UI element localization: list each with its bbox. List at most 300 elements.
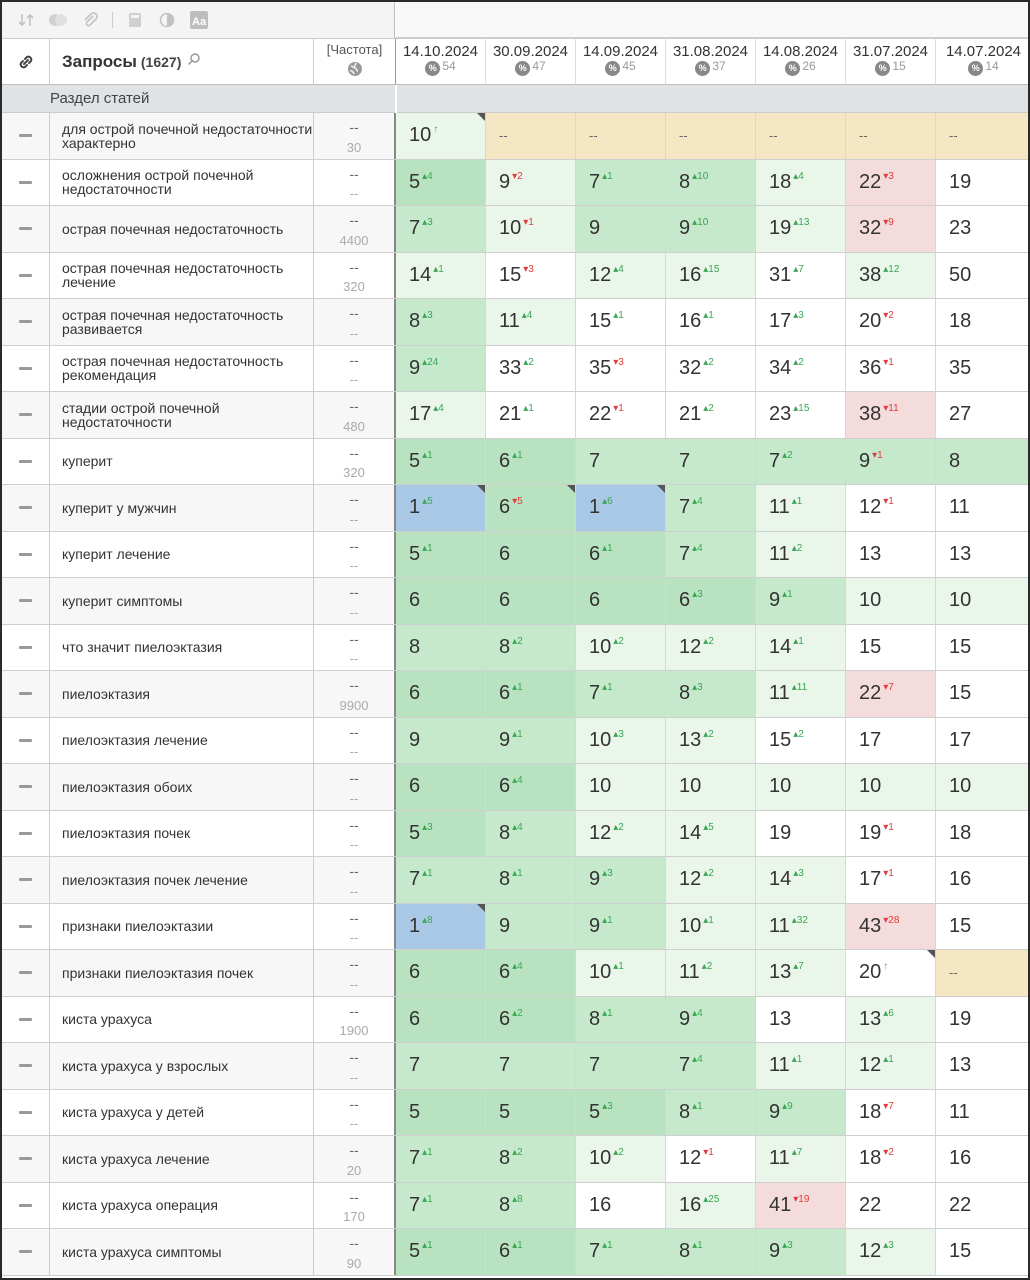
position-cell[interactable] bbox=[486, 718, 576, 764]
position-cell[interactable] bbox=[936, 439, 1030, 485]
position-cell[interactable] bbox=[396, 532, 486, 578]
position-cell[interactable] bbox=[666, 160, 756, 206]
position-cell[interactable] bbox=[576, 671, 666, 717]
position-cell[interactable] bbox=[576, 346, 666, 392]
position-cell[interactable] bbox=[936, 346, 1030, 392]
position-cell[interactable] bbox=[756, 857, 846, 903]
position-cell[interactable] bbox=[846, 950, 936, 996]
position-cell[interactable] bbox=[846, 346, 936, 392]
position-cell[interactable] bbox=[396, 206, 486, 252]
query-cell[interactable] bbox=[50, 764, 314, 810]
position-cell[interactable] bbox=[396, 485, 486, 531]
attachment-icon[interactable] bbox=[80, 10, 100, 30]
position-cell[interactable] bbox=[396, 950, 486, 996]
position-cell[interactable] bbox=[396, 857, 486, 903]
table-row[interactable] bbox=[2, 857, 1028, 904]
position-cell[interactable] bbox=[756, 253, 846, 299]
query-cell[interactable] bbox=[50, 625, 314, 671]
position-cell[interactable] bbox=[666, 439, 756, 485]
table-row[interactable] bbox=[2, 625, 1028, 672]
position-cell[interactable] bbox=[576, 439, 666, 485]
frequency-value: -- bbox=[349, 630, 359, 647]
position-cell[interactable] bbox=[576, 1136, 666, 1182]
position-cell[interactable] bbox=[756, 1183, 846, 1229]
position-cell[interactable] bbox=[846, 1043, 936, 1089]
position-cell[interactable] bbox=[666, 1136, 756, 1182]
position-value: 10 bbox=[859, 775, 882, 798]
position-cell[interactable] bbox=[486, 206, 576, 252]
position-cell[interactable] bbox=[666, 857, 756, 903]
position-cell[interactable] bbox=[486, 997, 576, 1043]
position-cell[interactable] bbox=[846, 392, 936, 438]
position-cell[interactable] bbox=[576, 485, 666, 531]
position-cell[interactable] bbox=[756, 532, 846, 578]
position-cell[interactable] bbox=[756, 206, 846, 252]
position-cell[interactable] bbox=[666, 299, 756, 345]
position-cell[interactable] bbox=[396, 904, 486, 950]
minus-icon bbox=[19, 646, 32, 649]
position-cell[interactable] bbox=[756, 1090, 846, 1136]
percent-icon: % bbox=[875, 61, 890, 76]
position-cell[interactable] bbox=[936, 532, 1030, 578]
position-cell[interactable] bbox=[486, 1136, 576, 1182]
position-delta: ▾1 bbox=[883, 356, 894, 368]
position-cell[interactable] bbox=[846, 1090, 936, 1136]
position-cell[interactable] bbox=[576, 206, 666, 252]
position-cell[interactable] bbox=[846, 532, 936, 578]
position-cell[interactable] bbox=[396, 439, 486, 485]
position-cell[interactable] bbox=[756, 1043, 846, 1089]
position-cell[interactable] bbox=[666, 113, 756, 159]
query-cell[interactable] bbox=[50, 1136, 314, 1182]
position-delta: ▴10 bbox=[692, 217, 709, 229]
minus-icon bbox=[19, 1204, 32, 1207]
position-cell[interactable] bbox=[936, 1229, 1030, 1275]
position-cell[interactable] bbox=[936, 485, 1030, 531]
position-cell[interactable] bbox=[936, 299, 1030, 345]
position-cell[interactable] bbox=[396, 1090, 486, 1136]
position-cell[interactable] bbox=[576, 1090, 666, 1136]
position-cell[interactable] bbox=[396, 1136, 486, 1182]
date-column-header[interactable] bbox=[936, 38, 1030, 85]
row-action-cell[interactable] bbox=[2, 904, 50, 950]
row-action-cell[interactable] bbox=[2, 253, 50, 299]
position-cell[interactable] bbox=[576, 299, 666, 345]
position-cell[interactable] bbox=[396, 253, 486, 299]
position-cell[interactable] bbox=[396, 997, 486, 1043]
frequency-sub-value: -- bbox=[349, 511, 359, 527]
table-row[interactable] bbox=[2, 718, 1028, 765]
position-cell[interactable] bbox=[936, 718, 1030, 764]
position-cell[interactable] bbox=[666, 485, 756, 531]
position-cell[interactable] bbox=[936, 764, 1030, 810]
table-row[interactable] bbox=[2, 1136, 1028, 1183]
position-cell[interactable] bbox=[756, 811, 846, 857]
position-cell[interactable] bbox=[486, 299, 576, 345]
position-cell[interactable] bbox=[396, 578, 486, 624]
frequency-value: -- bbox=[349, 212, 359, 228]
position-cell[interactable] bbox=[486, 904, 576, 950]
position-cell[interactable] bbox=[396, 299, 486, 345]
position-cell[interactable] bbox=[936, 1136, 1030, 1182]
position-cell[interactable] bbox=[666, 392, 756, 438]
position-cell[interactable] bbox=[576, 997, 666, 1043]
section-row bbox=[2, 85, 1028, 113]
table-row[interactable] bbox=[2, 1229, 1028, 1276]
position-value: 18 bbox=[769, 170, 792, 193]
position-cell[interactable] bbox=[756, 160, 846, 206]
font-size-icon[interactable] bbox=[189, 10, 209, 30]
position-cell[interactable] bbox=[756, 1229, 846, 1275]
position-cell[interactable] bbox=[936, 392, 1030, 438]
contrast-icon[interactable] bbox=[157, 10, 177, 30]
position-cell[interactable] bbox=[666, 1229, 756, 1275]
position-delta: ▴1 bbox=[422, 542, 433, 554]
position-cell[interactable] bbox=[396, 764, 486, 810]
position-value: 11 bbox=[769, 1054, 790, 1077]
position-cell[interactable] bbox=[846, 253, 936, 299]
position-cell[interactable] bbox=[846, 1183, 936, 1229]
query-cell[interactable] bbox=[50, 811, 314, 857]
position-cell[interactable] bbox=[936, 904, 1030, 950]
position-cell[interactable] bbox=[846, 625, 936, 671]
position-cell[interactable] bbox=[666, 578, 756, 624]
position-cell[interactable] bbox=[846, 997, 936, 1043]
query-cell[interactable] bbox=[50, 346, 314, 392]
position-value: 12 bbox=[859, 1054, 882, 1077]
position-cell[interactable] bbox=[576, 857, 666, 903]
date-column-header[interactable] bbox=[486, 38, 576, 85]
position-cell[interactable] bbox=[846, 1136, 936, 1182]
row-action-cell[interactable] bbox=[2, 485, 50, 531]
table-row[interactable] bbox=[2, 950, 1028, 997]
position-cell[interactable] bbox=[576, 904, 666, 950]
link-column-header[interactable] bbox=[2, 38, 50, 85]
position-cell[interactable] bbox=[666, 718, 756, 764]
query-cell[interactable] bbox=[50, 392, 314, 438]
position-cell[interactable] bbox=[756, 718, 846, 764]
position-cell[interactable] bbox=[936, 1183, 1030, 1229]
position-cell[interactable] bbox=[486, 950, 576, 996]
position-cell[interactable] bbox=[486, 346, 576, 392]
position-cell[interactable] bbox=[756, 113, 846, 159]
query-text: стадии острой почечной недостаточности bbox=[62, 399, 220, 430]
position-cell[interactable] bbox=[936, 206, 1030, 252]
query-cell[interactable] bbox=[50, 857, 314, 903]
position-cell[interactable] bbox=[576, 1229, 666, 1275]
position-cell[interactable] bbox=[756, 439, 846, 485]
position-cell[interactable] bbox=[396, 1043, 486, 1089]
position-cell[interactable] bbox=[846, 113, 936, 159]
position-cell[interactable] bbox=[576, 160, 666, 206]
date-column-header[interactable] bbox=[666, 38, 756, 85]
sort-icon[interactable] bbox=[16, 10, 36, 30]
query-cell[interactable] bbox=[50, 578, 314, 624]
position-cell[interactable] bbox=[666, 1090, 756, 1136]
position-cell[interactable] bbox=[756, 904, 846, 950]
percent-value: 54 bbox=[442, 58, 456, 73]
position-cell[interactable] bbox=[576, 811, 666, 857]
position-cell[interactable] bbox=[486, 671, 576, 717]
table-row[interactable] bbox=[2, 997, 1028, 1044]
position-cell[interactable] bbox=[486, 1043, 576, 1089]
position-cell[interactable] bbox=[486, 1183, 576, 1229]
position-cell[interactable] bbox=[936, 253, 1030, 299]
row-action-cell[interactable] bbox=[2, 811, 50, 857]
date-column-header[interactable] bbox=[576, 38, 666, 85]
position-cell[interactable] bbox=[846, 206, 936, 252]
position-cell[interactable] bbox=[846, 671, 936, 717]
position-cell[interactable] bbox=[576, 253, 666, 299]
position-value: 6 bbox=[499, 1007, 511, 1030]
date-column-header[interactable] bbox=[846, 38, 936, 85]
row-action-cell[interactable] bbox=[2, 346, 50, 392]
row-action-cell[interactable] bbox=[2, 532, 50, 578]
position-cell[interactable] bbox=[756, 299, 846, 345]
position-value: 11 bbox=[679, 961, 700, 984]
row-action-cell[interactable] bbox=[2, 625, 50, 671]
query-cell[interactable] bbox=[50, 1229, 314, 1275]
position-cell[interactable] bbox=[666, 997, 756, 1043]
position-cell[interactable] bbox=[846, 811, 936, 857]
position-cell[interactable] bbox=[666, 950, 756, 996]
toggle-icon[interactable] bbox=[48, 10, 68, 30]
position-cell[interactable] bbox=[846, 764, 936, 810]
position-cell[interactable] bbox=[936, 578, 1030, 624]
date-column-header[interactable] bbox=[396, 38, 486, 85]
row-action-cell[interactable] bbox=[2, 578, 50, 624]
position-cell[interactable] bbox=[846, 299, 936, 345]
position-cell[interactable] bbox=[576, 1043, 666, 1089]
position-cell[interactable] bbox=[396, 1229, 486, 1275]
position-cell[interactable] bbox=[576, 578, 666, 624]
position-cell[interactable] bbox=[936, 950, 1030, 996]
query-cell[interactable] bbox=[50, 1090, 314, 1136]
table-row[interactable] bbox=[2, 346, 1028, 393]
date-column-header[interactable] bbox=[756, 38, 846, 85]
position-cell[interactable] bbox=[486, 485, 576, 531]
position-cell[interactable] bbox=[576, 950, 666, 996]
table-row[interactable] bbox=[2, 532, 1028, 579]
query-cell[interactable] bbox=[50, 997, 314, 1043]
row-action-cell[interactable] bbox=[2, 439, 50, 485]
position-value: 15 bbox=[949, 682, 972, 705]
query-cell[interactable] bbox=[50, 1043, 314, 1089]
query-cell[interactable] bbox=[50, 1183, 314, 1229]
row-action-cell[interactable] bbox=[2, 857, 50, 903]
position-cell[interactable] bbox=[756, 764, 846, 810]
query-cell[interactable] bbox=[50, 904, 314, 950]
position-cell[interactable] bbox=[666, 1183, 756, 1229]
position-cell[interactable] bbox=[486, 160, 576, 206]
position-cell[interactable] bbox=[666, 904, 756, 950]
position-cell[interactable] bbox=[936, 671, 1030, 717]
position-cell[interactable] bbox=[846, 485, 936, 531]
query-cell[interactable] bbox=[50, 439, 314, 485]
date-label: 31.07.2024 bbox=[852, 43, 929, 60]
position-cell[interactable] bbox=[576, 718, 666, 764]
position-cell[interactable] bbox=[756, 346, 846, 392]
query-cell[interactable] bbox=[50, 671, 314, 717]
position-cell[interactable] bbox=[936, 857, 1030, 903]
query-cell[interactable] bbox=[50, 299, 314, 345]
position-cell[interactable] bbox=[576, 392, 666, 438]
table-row[interactable] bbox=[2, 904, 1028, 951]
position-cell[interactable] bbox=[936, 160, 1030, 206]
position-cell[interactable] bbox=[396, 671, 486, 717]
position-delta: ▴4 bbox=[613, 263, 624, 275]
row-action-cell[interactable] bbox=[2, 764, 50, 810]
table-row[interactable] bbox=[2, 1183, 1028, 1230]
table-row[interactable] bbox=[2, 439, 1028, 486]
position-cell[interactable] bbox=[396, 625, 486, 671]
date-label: 30.09.2024 bbox=[492, 43, 569, 60]
position-cell[interactable] bbox=[666, 671, 756, 717]
position-cell[interactable] bbox=[486, 811, 576, 857]
position-cell[interactable] bbox=[576, 764, 666, 810]
position-value: 12 bbox=[679, 635, 702, 658]
position-cell[interactable] bbox=[486, 532, 576, 578]
position-cell[interactable] bbox=[666, 206, 756, 252]
position-cell[interactable] bbox=[486, 392, 576, 438]
table-row[interactable] bbox=[2, 113, 1028, 160]
position-cell[interactable] bbox=[396, 160, 486, 206]
row-action-cell[interactable] bbox=[2, 718, 50, 764]
position-cell[interactable] bbox=[486, 578, 576, 624]
position-cell[interactable] bbox=[486, 253, 576, 299]
position-cell[interactable] bbox=[666, 625, 756, 671]
position-cell[interactable] bbox=[846, 160, 936, 206]
position-cell[interactable] bbox=[486, 113, 576, 159]
row-action-cell[interactable] bbox=[2, 1136, 50, 1182]
position-value: 12 bbox=[859, 1240, 882, 1263]
position-cell[interactable] bbox=[846, 439, 936, 485]
position-cell[interactable] bbox=[486, 857, 576, 903]
query-text: пиелоэктазия почек bbox=[62, 825, 191, 842]
position-cell[interactable] bbox=[756, 997, 846, 1043]
position-cell[interactable] bbox=[756, 950, 846, 996]
position-cell[interactable] bbox=[936, 625, 1030, 671]
query-cell[interactable] bbox=[50, 253, 314, 299]
queries-column-header[interactable] bbox=[50, 38, 314, 85]
row-action-cell[interactable] bbox=[2, 392, 50, 438]
position-cell[interactable] bbox=[846, 1229, 936, 1275]
frequency-sub-value: 9900 bbox=[339, 697, 369, 713]
position-cell[interactable] bbox=[846, 578, 936, 624]
search-icon[interactable] bbox=[187, 52, 201, 66]
row-action-cell[interactable] bbox=[2, 1229, 50, 1275]
position-cell[interactable] bbox=[576, 1183, 666, 1229]
table-row[interactable] bbox=[2, 299, 1028, 346]
row-action-cell[interactable] bbox=[2, 1183, 50, 1229]
position-cell[interactable] bbox=[936, 1043, 1030, 1089]
position-cell[interactable] bbox=[666, 253, 756, 299]
position-cell[interactable] bbox=[486, 1229, 576, 1275]
row-action-cell[interactable] bbox=[2, 206, 50, 252]
query-cell[interactable] bbox=[50, 532, 314, 578]
position-cell[interactable] bbox=[396, 392, 486, 438]
position-cell[interactable] bbox=[396, 811, 486, 857]
position-cell[interactable] bbox=[756, 1136, 846, 1182]
position-cell[interactable] bbox=[396, 113, 486, 159]
frequency-sub-value: 30 bbox=[346, 139, 362, 155]
table-row[interactable] bbox=[2, 392, 1028, 439]
position-value: 7 bbox=[679, 1054, 691, 1077]
position-cell[interactable] bbox=[666, 532, 756, 578]
position-cell[interactable] bbox=[396, 346, 486, 392]
frequency-column-header[interactable] bbox=[314, 38, 396, 85]
position-cell[interactable] bbox=[846, 857, 936, 903]
position-value: 6 bbox=[499, 589, 511, 612]
position-cell[interactable] bbox=[666, 346, 756, 392]
position-cell[interactable] bbox=[666, 811, 756, 857]
row-action-cell[interactable] bbox=[2, 997, 50, 1043]
position-cell[interactable] bbox=[666, 1043, 756, 1089]
query-cell[interactable] bbox=[50, 485, 314, 531]
position-delta: ▾3 bbox=[883, 170, 894, 182]
row-action-cell[interactable] bbox=[2, 160, 50, 206]
row-action-cell[interactable] bbox=[2, 1090, 50, 1136]
position-cell[interactable] bbox=[396, 1183, 486, 1229]
position-delta: ▴3 bbox=[883, 1240, 894, 1252]
query-cell[interactable] bbox=[50, 950, 314, 996]
position-cell[interactable] bbox=[396, 718, 486, 764]
position-cell[interactable] bbox=[486, 1090, 576, 1136]
query-cell[interactable] bbox=[50, 718, 314, 764]
position-cell[interactable] bbox=[846, 718, 936, 764]
table-row[interactable] bbox=[2, 578, 1028, 625]
table-row[interactable] bbox=[2, 206, 1028, 253]
position-cell[interactable] bbox=[756, 578, 846, 624]
position-cell[interactable] bbox=[576, 625, 666, 671]
calculator-icon[interactable] bbox=[125, 10, 145, 30]
position-cell[interactable] bbox=[486, 439, 576, 485]
position-cell[interactable] bbox=[756, 485, 846, 531]
row-action-cell[interactable] bbox=[2, 113, 50, 159]
position-delta: ▴2 bbox=[613, 1147, 624, 1159]
table-row[interactable] bbox=[2, 485, 1028, 532]
position-cell[interactable] bbox=[486, 764, 576, 810]
position-cell[interactable] bbox=[756, 392, 846, 438]
table-row[interactable] bbox=[2, 160, 1028, 207]
table-row[interactable] bbox=[2, 764, 1028, 811]
table-row[interactable] bbox=[2, 811, 1028, 858]
position-cell[interactable] bbox=[936, 1090, 1030, 1136]
row-action-cell[interactable] bbox=[2, 299, 50, 345]
query-cell[interactable] bbox=[50, 160, 314, 206]
position-cell[interactable] bbox=[936, 811, 1030, 857]
position-cell[interactable] bbox=[756, 625, 846, 671]
row-action-cell[interactable] bbox=[2, 671, 50, 717]
position-cell[interactable] bbox=[486, 625, 576, 671]
row-action-cell[interactable] bbox=[2, 950, 50, 996]
position-cell[interactable] bbox=[576, 113, 666, 159]
position-cell[interactable] bbox=[936, 113, 1030, 159]
row-action-cell[interactable] bbox=[2, 1043, 50, 1089]
position-cell[interactable] bbox=[756, 671, 846, 717]
table-row[interactable] bbox=[2, 1090, 1028, 1137]
table-row[interactable] bbox=[2, 671, 1028, 718]
table-row[interactable] bbox=[2, 1043, 1028, 1090]
query-cell[interactable] bbox=[50, 113, 314, 159]
position-cell[interactable] bbox=[846, 904, 936, 950]
position-cell[interactable] bbox=[666, 764, 756, 810]
table-row[interactable] bbox=[2, 253, 1028, 300]
position-cell[interactable] bbox=[936, 997, 1030, 1043]
frequency-sub-value: -- bbox=[349, 1116, 359, 1131]
position-cell[interactable] bbox=[576, 532, 666, 578]
query-cell[interactable] bbox=[50, 206, 314, 252]
